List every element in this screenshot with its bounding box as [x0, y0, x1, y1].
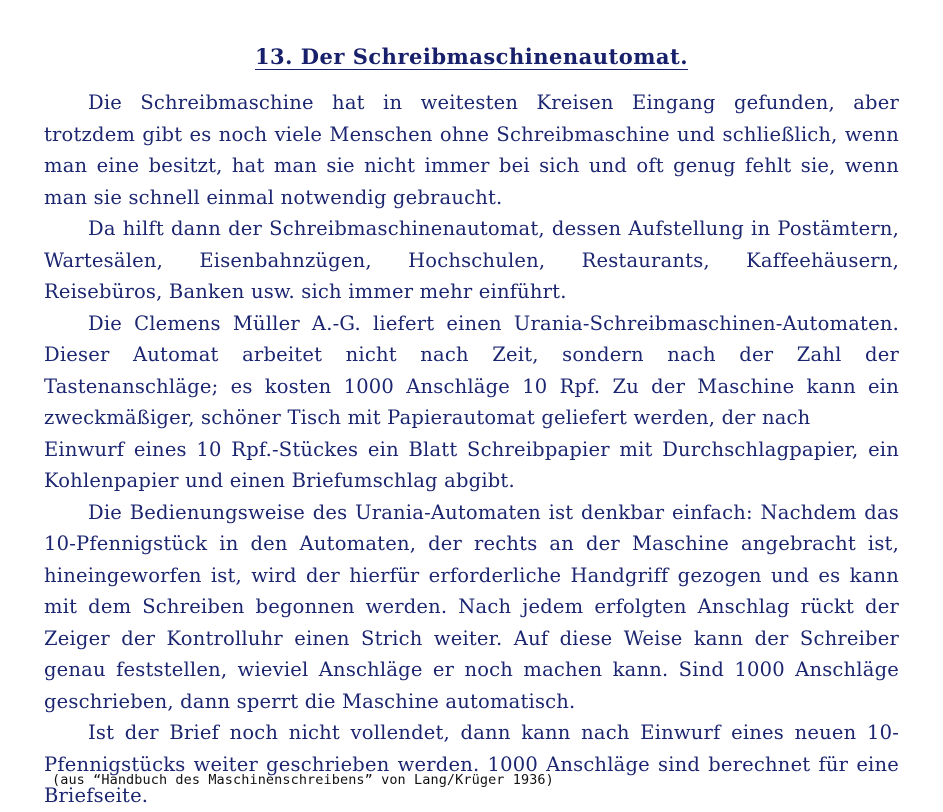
- paragraph-3: Die Clemens Müller A.-G. liefert einen Urania-Schreibmaschinen-Automaten. Dieser Automat arbeitet nicht nach Zeit, sondern nach der Zahl der Tastenanschläge; es kosten 1000 Anschläge 10 Rpf. Zu der Maschine kann ein zweckmäßiger, schöner Tisch mit Papierautomat geliefert werden, der nach: [44, 311, 899, 429]
- paragraph-2: Da hilft dann der Schreibmaschinenautomat, dessen Aufstellung in Postämtern, Wartesälen, Eisenbahnzügen, Hochschulen, Restaurants, Kaffeehäusern, Reisebüros, Banken usw. sich immer mehr einführt.: [44, 217, 899, 303]
- source-note: (aus “Handbuch des Maschinenschreibens” von Lang/Krüger 1936): [52, 772, 554, 788]
- paragraph-1: Die Schreibmaschine hat in weitesten Kreisen Eingang gefunden, aber trotzdem gibt es noch viele Menschen ohne Schreibmaschine und schließlich, wenn man eine besitzt, hat man sie nicht immer bei sich und oft genug fehlt sie, wenn man sie schnell einmal notwendig gebraucht.: [44, 91, 899, 209]
- paragraph-5: Die Bedienungsweise des Urania-Automaten ist denkbar einfach: Nachdem das 10-Pfennigstück in den Automaten, der rechts an der Maschine angebracht ist, hineingeworfen ist, wird der hierfür erforderliche Handgriff gezogen und es kann mit dem Schreiben begonnen werden. Nach jedem erfolgten Anschlag rückt der Zeiger der Kontrolluhr einen Strich weiter. Auf diese Weise kann der Schreiber genau feststellen, wieviel Anschläge er noch machen kann. Sind 1000 Anschläge geschrieben, dann sperrt die Maschine automatisch.: [44, 500, 899, 713]
- document-body: [44, 87, 899, 812]
- page-title: 13. Der Schreibmaschinenautomat.: [254, 44, 689, 69]
- document-page: [0, 44, 943, 812]
- paragraph-6: Ist der Brief noch nicht vollendet, dann kann nach Einwurf eines neuen 10-Pfennigstücks weiter geschrieben werden. 1000 Anschläge sind berechnet für eine Briefseite.: [44, 721, 899, 807]
- paragraph-4: Einwurf eines 10 Rpf.-Stückes ein Blatt Schreibpapier mit Durchschlagpapier, ein Kohlenpapier und einen Briefumschlag abgibt.: [44, 437, 899, 492]
